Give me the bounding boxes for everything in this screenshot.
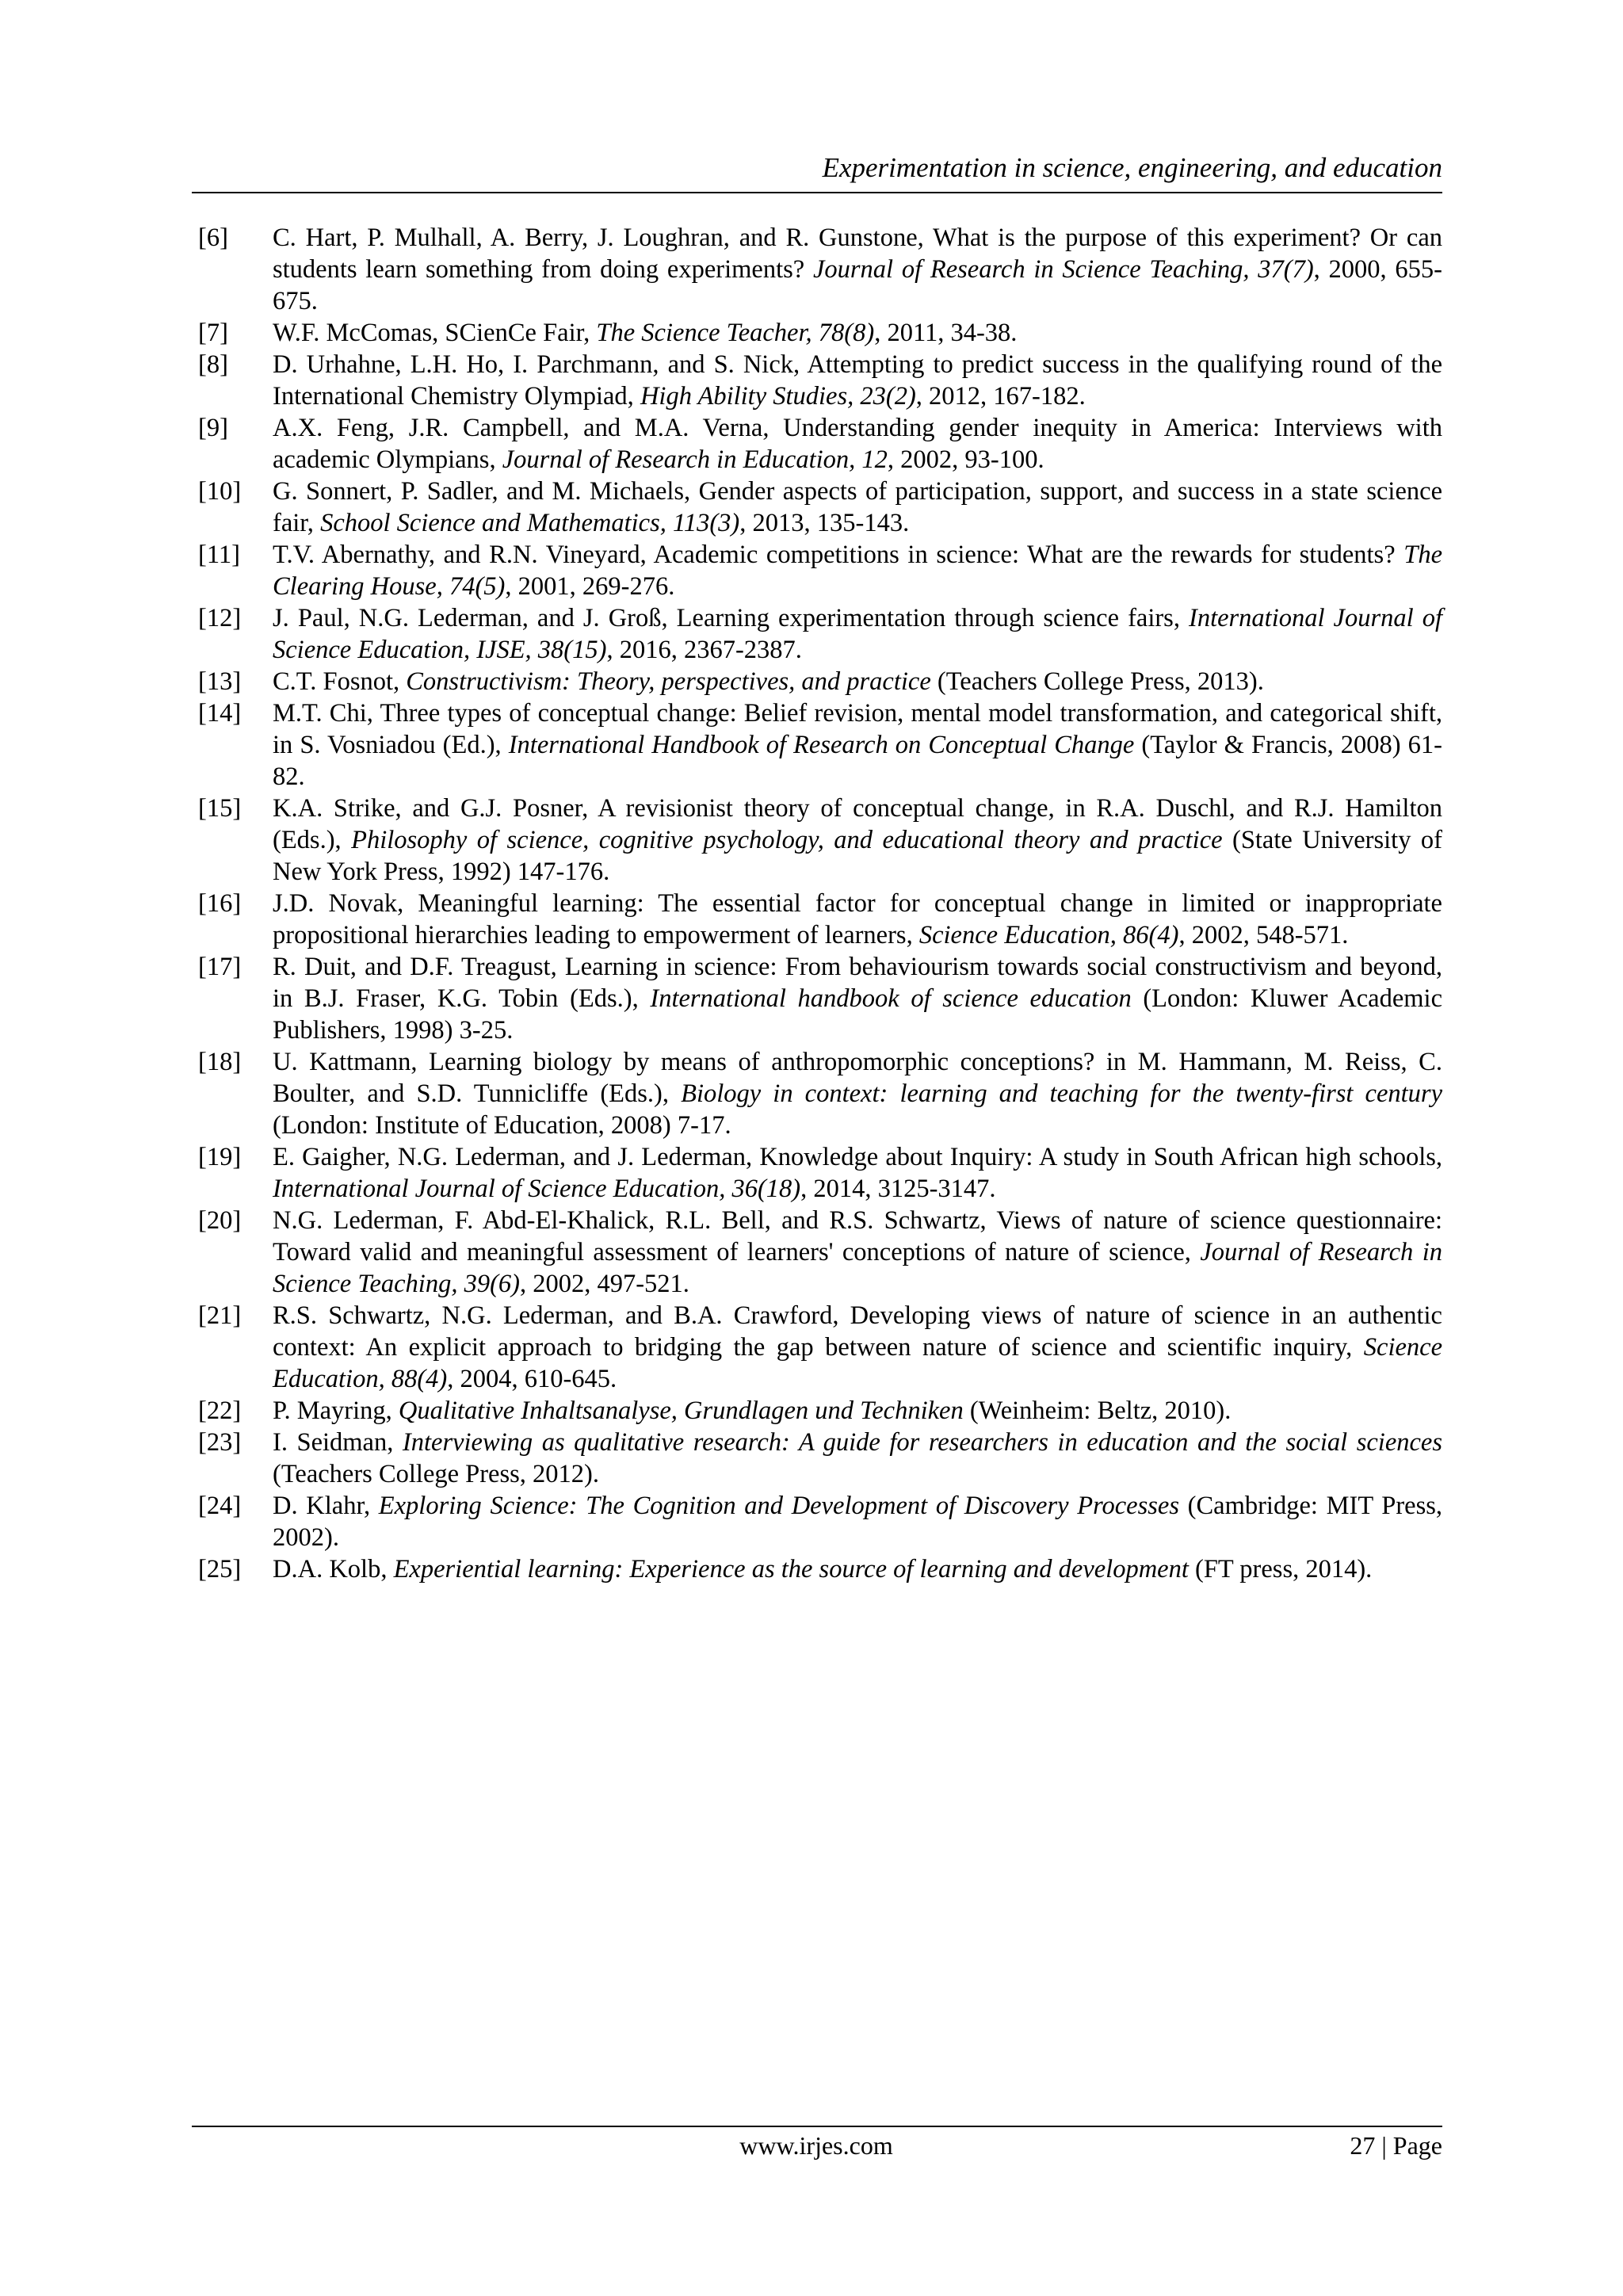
- reference-text-segment: (London: Kluwer Academic Publishers, 1998) 3-25.: [273, 984, 1442, 1045]
- reference-source-title: International handbook of science education: [650, 984, 1132, 1013]
- reference-text: [273, 1300, 1442, 1395]
- reference-text: [273, 539, 1442, 602]
- reference-text-segment: (Taylor & Francis, 2008) 61-82.: [273, 731, 1442, 791]
- header-divider: [192, 192, 1442, 193]
- reference-text-segment: , 2013, 135-143.: [739, 509, 910, 537]
- reference-source-title: High Ability Studies, 23(2): [640, 382, 916, 411]
- reference-text-segment: M.T. Chi, Three types of conceptual change: Belief revision, mental model transformation, and categorical shift, in S. Vosniadou (Ed.),: [273, 699, 1442, 759]
- reference-item: [198, 1395, 1442, 1427]
- reference-text-segment: , 2016, 2367-2387.: [606, 636, 802, 664]
- reference-number: [19]: [198, 1143, 242, 1171]
- reference-number: [25]: [198, 1555, 242, 1584]
- reference-text-segment: J.D. Novak, Meaningful learning: The essential factor for conceptual change in limited or inappropriate propositional hierarchies leading to empowerment of learners,: [273, 889, 1442, 949]
- reference-source-title: Science Education, 88(4): [273, 1333, 1442, 1393]
- reference-text-segment: N.G. Lederman, F. Abd-El-Khalick, R.L. Bell, and R.S. Schwartz, Views of nature of science questionnaire: Toward valid and meaningful assessment of learners' conceptions of nature of science,: [273, 1206, 1442, 1266]
- reference-source-title: School Science and Mathematics, 113(3): [320, 509, 740, 537]
- reference-text-segment: (FT press, 2014).: [1188, 1555, 1373, 1584]
- reference-text: [273, 222, 1442, 317]
- reference-number: [24]: [198, 1492, 242, 1520]
- reference-text: [273, 793, 1442, 888]
- reference-number: [22]: [198, 1396, 242, 1425]
- reference-item: [198, 666, 1442, 697]
- reference-text-segment: , 2001, 269-276.: [505, 572, 675, 601]
- reference-text-segment: , 2011, 34-38.: [874, 319, 1018, 347]
- reference-text-segment: W.F. McComas, SCienCe Fair,: [273, 319, 597, 347]
- footer-divider: [192, 2126, 1442, 2127]
- reference-number: [9]: [198, 414, 228, 442]
- reference-item: [198, 951, 1442, 1046]
- reference-text: [273, 1046, 1442, 1141]
- page-number: 27 | Page: [1350, 2131, 1442, 2160]
- reference-text-segment: (Teachers College Press, 2013).: [930, 667, 1264, 696]
- reference-text: [273, 1141, 1442, 1205]
- reference-number: [18]: [198, 1048, 242, 1076]
- reference-item: [198, 317, 1442, 349]
- reference-text: [273, 317, 1442, 349]
- reference-source-title: Biology in context: learning and teaching for the twenty-first century: [681, 1079, 1442, 1108]
- reference-text: [273, 888, 1442, 951]
- reference-text-segment: A.X. Feng, J.R. Campbell, and M.A. Verna, Understanding gender inequity in America: Interviews with academic Olympians,: [273, 414, 1442, 474]
- reference-text-segment: C.T. Fosnot,: [273, 667, 407, 696]
- reference-text-segment: (State University of New York Press, 1992) 147-176.: [273, 826, 1442, 886]
- reference-text: [273, 1427, 1442, 1490]
- reference-source-title: Experiential learning: Experience as the source of learning and development: [393, 1555, 1189, 1584]
- reference-source-title: International Journal of Science Education, 36(18): [273, 1175, 801, 1203]
- reference-number: [14]: [198, 699, 242, 728]
- reference-source-title: The Science Teacher, 78(8): [596, 319, 875, 347]
- reference-text: [273, 1205, 1442, 1300]
- reference-item: [198, 1553, 1442, 1585]
- reference-item: [198, 1205, 1442, 1300]
- reference-text: [273, 349, 1442, 412]
- reference-number: [16]: [198, 889, 242, 918]
- reference-text: [273, 476, 1442, 539]
- reference-source-title: International Handbook of Research on Conceptual Change: [508, 731, 1135, 759]
- reference-text: [273, 602, 1442, 666]
- reference-text-segment: (Teachers College Press, 2012).: [273, 1460, 599, 1488]
- reference-text: [273, 1490, 1442, 1553]
- reference-text-segment: R.S. Schwartz, N.G. Lederman, and B.A. Crawford, Developing views of nature of science in an authentic context: An explicit approach to bridging the gap between nature of science and scientific inquiry,: [273, 1301, 1442, 1362]
- reference-text-segment: D.A. Kolb,: [273, 1555, 394, 1584]
- reference-text-segment: G. Sonnert, P. Sadler, and M. Michaels, Gender aspects of participation, support, and success in a state science fair,: [273, 477, 1442, 537]
- reference-text-segment: I. Seidman,: [273, 1428, 403, 1457]
- reference-text: [273, 412, 1442, 476]
- reference-number: [21]: [198, 1301, 242, 1330]
- reference-number: [23]: [198, 1428, 242, 1457]
- reference-number: [12]: [198, 604, 242, 632]
- reference-text-segment: P. Mayring,: [273, 1396, 399, 1425]
- reference-number: [17]: [198, 953, 242, 981]
- reference-source-title: International Journal of Science Education, IJSE, 38(15): [273, 604, 1442, 664]
- reference-text-segment: J. Paul, N.G. Lederman, and J. Groß, Learning experimentation through science fairs,: [273, 604, 1189, 632]
- reference-number: [8]: [198, 350, 228, 379]
- reference-number: [7]: [198, 319, 228, 347]
- reference-item: [198, 476, 1442, 539]
- reference-text-segment: , 2014, 3125-3147.: [800, 1175, 996, 1203]
- reference-number: [11]: [198, 541, 240, 569]
- reference-text-segment: (Cambridge: MIT Press, 2002).: [273, 1492, 1443, 1552]
- reference-item: [198, 1141, 1442, 1205]
- reference-text-segment: , 2004, 610-645.: [447, 1365, 617, 1393]
- reference-text-segment: T.V. Abernathy, and R.N. Vineyard, Academic competitions in science: What are the rewards for students?: [273, 541, 1404, 569]
- reference-item: [198, 412, 1442, 476]
- reference-text: [273, 951, 1442, 1046]
- reference-source-title: Journal of Research in Science Teaching, 39(6): [273, 1238, 1442, 1298]
- reference-source-title: Journal of Research in Education, 12: [502, 445, 888, 474]
- reference-item: [198, 1490, 1442, 1553]
- reference-text-segment: , 2000, 655-675.: [273, 255, 1442, 315]
- reference-source-title: Exploring Science: The Cognition and Development of Discovery Processes: [378, 1492, 1179, 1520]
- reference-text-segment: , 2002, 548-571.: [1178, 921, 1349, 949]
- reference-text-segment: R. Duit, and D.F. Treagust, Learning in science: From behaviourism towards social constructivism and beyond, in B.J. Fraser, K.G. Tobin (Eds.),: [273, 953, 1442, 1013]
- reference-text: [273, 697, 1442, 793]
- reference-text-segment: C. Hart, P. Mulhall, A. Berry, J. Loughran, and R. Gunstone, What is the purpose of this experiment? Or can students learn something from doing experiments?: [273, 223, 1442, 284]
- reference-text: [273, 666, 1442, 697]
- reference-source-title: Journal of Research in Science Teaching, 37(7): [812, 255, 1314, 284]
- reference-number: [6]: [198, 223, 228, 252]
- reference-item: [198, 697, 1442, 793]
- reference-text-segment: (Weinheim: Beltz, 2010).: [963, 1396, 1232, 1425]
- reference-text: [273, 1395, 1442, 1427]
- reference-source-title: The Clearing House, 74(5): [273, 541, 1442, 601]
- reference-text-segment: K.A. Strike, and G.J. Posner, A revisionist theory of conceptual change, in R.A. Duschl, and R.J. Hamilton (Eds.),: [273, 794, 1442, 854]
- reference-number: [15]: [198, 794, 242, 823]
- reference-source-title: Qualitative Inhaltsanalyse, Grundlagen und Techniken: [398, 1396, 964, 1425]
- reference-source-title: Philosophy of science, cognitive psychology, and educational theory and practice: [351, 826, 1223, 854]
- reference-text-segment: (London: Institute of Education, 2008) 7-17.: [273, 1111, 731, 1140]
- reference-item: [198, 539, 1442, 602]
- reference-text-segment: , 2012, 167-182.: [915, 382, 1086, 411]
- reference-list: [198, 222, 1442, 1585]
- reference-number: [20]: [198, 1206, 242, 1235]
- reference-number: [10]: [198, 477, 242, 506]
- reference-item: [198, 602, 1442, 666]
- running-header: Experimentation in science, engineering, and education: [822, 152, 1442, 183]
- reference-text-segment: , 2002, 497-521.: [519, 1270, 689, 1298]
- reference-item: [198, 1046, 1442, 1141]
- reference-text-segment: E. Gaigher, N.G. Lederman, and J. Lederman, Knowledge about Inquiry: A study in South African high schools,: [273, 1143, 1442, 1171]
- reference-source-title: Interviewing as qualitative research: A guide for researchers in education and the social sciences: [402, 1428, 1442, 1457]
- reference-text-segment: D. Klahr,: [273, 1492, 379, 1520]
- reference-item: [198, 1427, 1442, 1490]
- reference-item: [198, 793, 1442, 888]
- reference-text: [273, 1553, 1442, 1585]
- reference-text-segment: U. Kattmann, Learning biology by means of anthropomorphic conceptions? in M. Hammann, M. Reiss, C. Boulter, and S.D. Tunnicliffe (Eds.),: [273, 1048, 1442, 1108]
- reference-item: [198, 349, 1442, 412]
- reference-number: [13]: [198, 667, 242, 696]
- reference-text-segment: , 2002, 93-100.: [887, 445, 1044, 474]
- reference-item: [198, 1300, 1442, 1395]
- reference-text-segment: D. Urhahne, L.H. Ho, I. Parchmann, and S. Nick, Attempting to predict success in the qualifying round of the International Chemistry Olympiad,: [273, 350, 1442, 411]
- reference-source-title: Constructivism: Theory, perspectives, and practice: [406, 667, 931, 696]
- reference-source-title: Science Education, 86(4): [918, 921, 1179, 949]
- footer-url: www.irjes.com: [739, 2131, 893, 2160]
- reference-item: [198, 888, 1442, 951]
- reference-item: [198, 222, 1442, 317]
